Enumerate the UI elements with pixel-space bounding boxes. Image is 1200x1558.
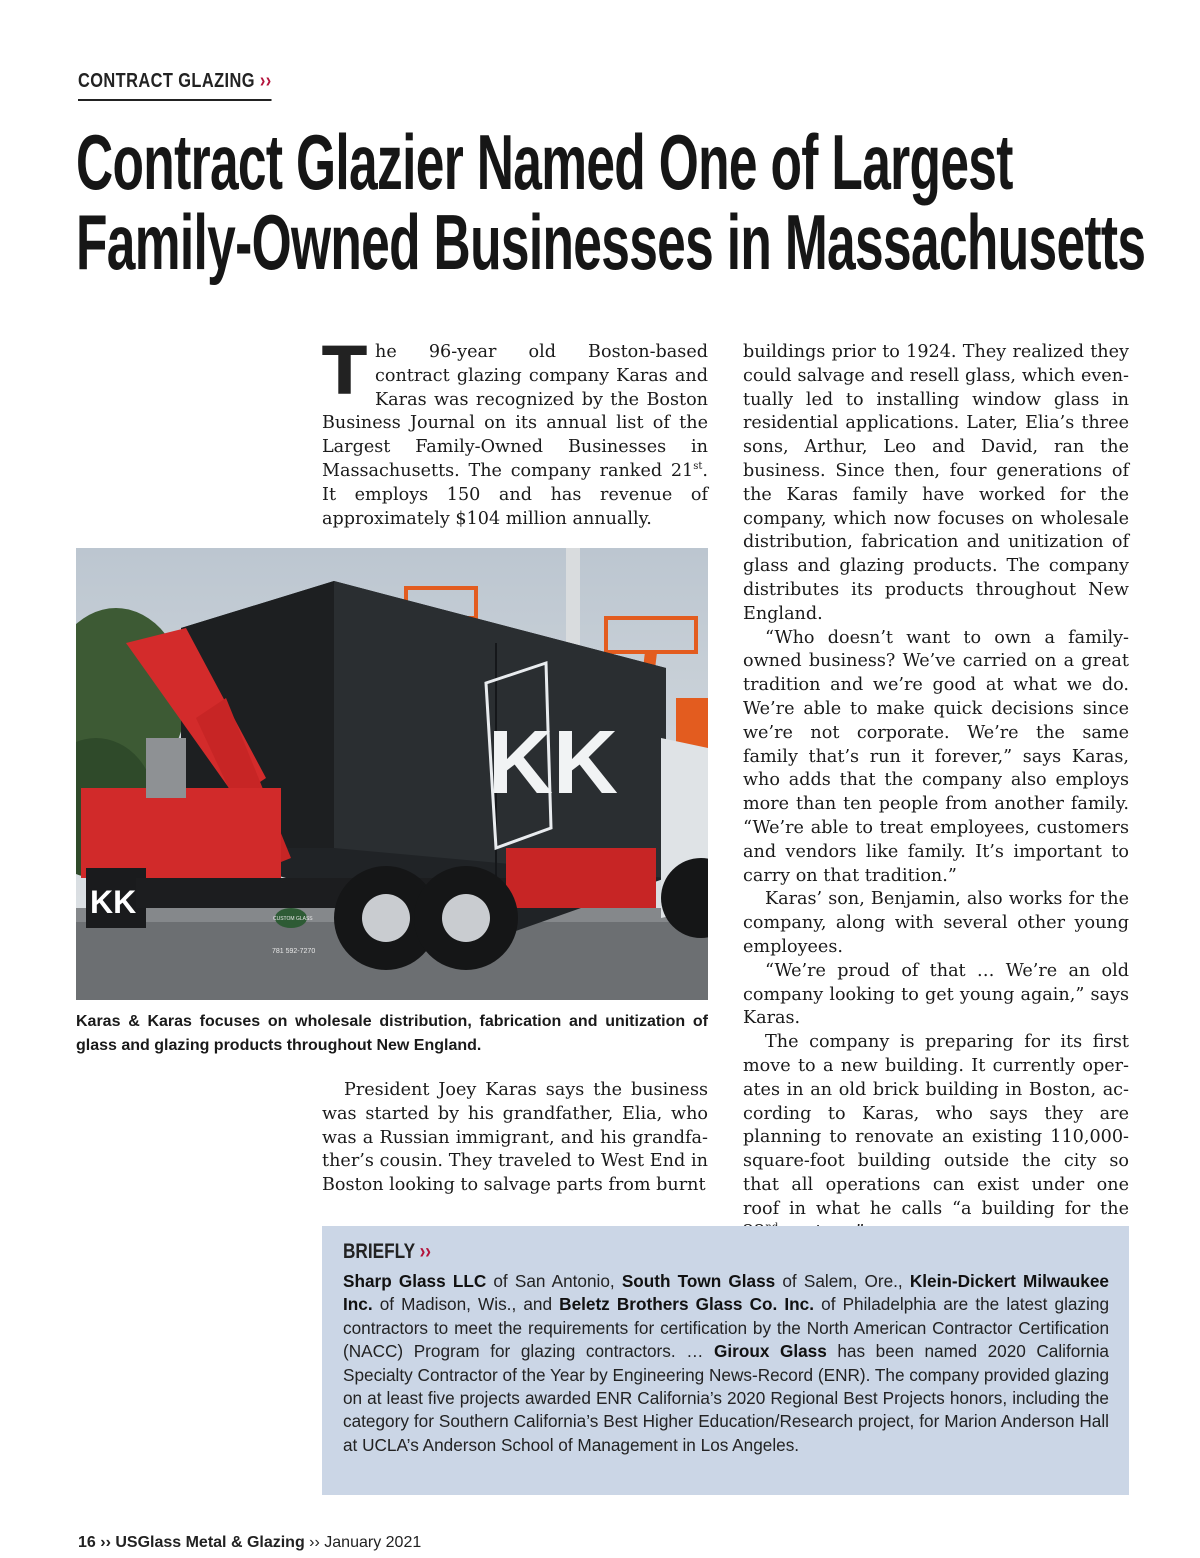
briefly-text-4: of Philadelphia are the latest glazing contractors to meet the requirements for certification by the North American Contractor Certification (NACC) Program for glazing contractors. … (343, 1294, 1110, 1362)
p1-text: he 96-year old Boston-based contract glazing company Karas and Karas was recognized by the Boston Business Journal on its annual list of the Largest Family-Owned Businesses in Massachusetts. The company ranked 21 (322, 342, 708, 481)
company-giroux-glass: Giroux Glass (714, 1341, 827, 1362)
headline-line-2: Family-Owned Businesses in Massachusetts (76, 198, 1146, 286)
article-paragraph-1 (322, 333, 708, 531)
truck-photo (76, 548, 708, 1000)
p1-ordinal: st (693, 461, 703, 473)
page-number: 16 (78, 1534, 96, 1551)
truck-illustration (76, 548, 708, 1000)
section-chevron-icon: ›› (259, 70, 272, 92)
page-footer (78, 1534, 421, 1552)
section-label (78, 70, 272, 101)
briefly-body (343, 1270, 1109, 1457)
article-paragraph-3: “Who doesn’t want to own a family-owned business? We’ve carried on a great tradition and we’re good at what we do. We’re able to make quick decisions since we’re not corporate. We’re the same family that’s run it forever,” says Karas, who adds that the company also employs more than ten people from another family. “We’re able to treat employees, customers and vendors like family. It’s important to carry on that tradition.” (743, 627, 1129, 886)
briefly-text-3: of Madison, Wis., and (372, 1294, 560, 1315)
article-paragraph-5: “We’re proud of that … We’re an old company looking to get young again,” says Karas. (743, 960, 1129, 1029)
headline-line-1: Contract Glazier Named One of Largest (76, 118, 1013, 206)
p1-end: . It employs 150 and has revenue of approximately $104 million annually. (322, 460, 708, 529)
briefly-title (343, 1240, 971, 1270)
issue-date: January 2021 (324, 1534, 422, 1551)
company-south-town-glass: South Town Glass (621, 1271, 776, 1291)
truck-logo-text: KK (488, 713, 618, 813)
briefly-box (322, 1226, 1129, 1495)
footer-chevron-icon: ›› (95, 1534, 116, 1551)
crane-logo-text: KK (90, 884, 137, 920)
company-beletz-brothers: Beletz Brothers Glass Co. Inc. (559, 1294, 815, 1315)
briefly-chevron-icon: ›› (419, 1240, 432, 1263)
article-paragraph-2-continued: buildings prior to 1924. They realized they could salvage and resell glass, which eventually led to installing window glass in residential applications. Later, Elia’s three sons, Arthur, Leo and David, ran the business. Since then, four generations of the Karas family have worked for the company, which now focuses on wholesale distribution, fabrication and unitization of glass and glazing products. The company distributes its products throughout New England. (743, 342, 1129, 624)
article-column-right (743, 341, 1129, 1245)
briefly-text-1: of San Antonio, (486, 1271, 622, 1291)
article-column-continued (322, 1079, 708, 1198)
door-phone-text: 781 592-7270 (272, 948, 316, 955)
p6-text: The company is preparing for its first move to a new building. It currently operates in an old brick building in Boston, according to Karas, who says they are planning to renovate an existing 110,000-square-foot building outside the city so that all operations can exist under one roof in what he calls “a building for the (743, 1032, 1129, 1219)
section-label-text: CONTRACT GLAZING (78, 70, 255, 92)
article-paragraph-4: Karas’ son, Benjamin, also works for the company, along with several other young employees. (743, 889, 1129, 957)
door-decal-text: CUSTOM GLASS (273, 916, 313, 922)
drop-cap: T (322, 333, 368, 410)
company-sharp-glass: Sharp Glass LLC (343, 1271, 487, 1291)
article-paragraph-2: President Joey Karas says the business was started by his grandfather, Elia, who was a Russian immigrant, and his grandfather’s cousin. They traveled to West End in Boston looking to salvage parts from burnt (322, 1080, 708, 1196)
briefly-title-text: BRIEFLY (343, 1240, 415, 1263)
article-column-intro (322, 333, 708, 531)
photo-caption: Karas & Karas focuses on wholesale distribution, fabrication and unitization of glass and glazing products throughout New England. (76, 1013, 708, 1054)
briefly-text-2: of Salem, Ore., (775, 1271, 910, 1291)
publication-name: USGlass Metal & Glazing (115, 1534, 305, 1551)
headline (76, 118, 1146, 286)
briefly-text-5: has been named 2020 California Specialty Contractor of the Year by Engineering News-Record (ENR). The company provided glazing on at least five projects awarded ENR California’s 2020 Regional Best Projects honors, including the category for Southern California’s Best Higher Education/Research project, for Marion Anderson Hall at UCLA’s Anderson School of Management in Los Angeles. (343, 1341, 1109, 1455)
article-paragraph-6 (743, 1031, 1129, 1245)
company-klein-dickert: Klein-Dickert Milwaukee Inc. (343, 1271, 1109, 1315)
footer-chevron-icon-2: ›› (304, 1534, 325, 1551)
